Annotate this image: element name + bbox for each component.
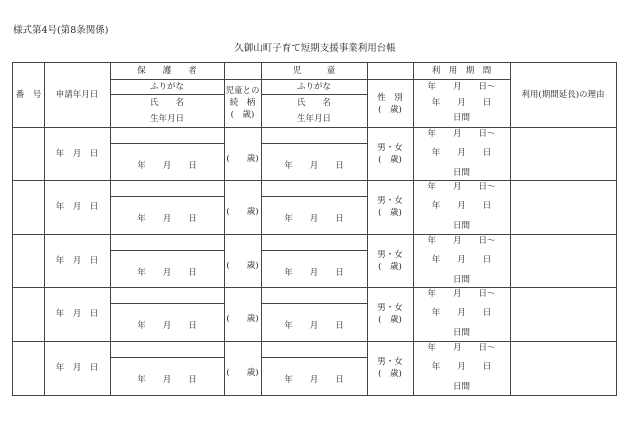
form-number: 様式第4号(第8条関係) [13, 25, 109, 36]
cell-divider [110, 303, 224, 304]
header-child-name: 氏 名 [296, 98, 331, 108]
header-number: 番 号 [15, 90, 42, 100]
row-period-to: 年 月 日 [431, 361, 492, 372]
row-child-birth: 年 月 日 [284, 321, 344, 332]
cell-divider [261, 250, 367, 251]
row-period-days: 日間 [452, 168, 470, 178]
row-period-from: 年 月 日〜 [427, 129, 496, 139]
row-guardian-birth: 年 月 日 [137, 374, 197, 385]
cell-divider [261, 143, 367, 144]
header-guardian-furigana: ふりがな [149, 82, 184, 92]
row-gender-age: ( 歳) [378, 208, 402, 219]
row-guardian-birth: 年 月 日 [137, 161, 197, 171]
header-period-days: 日間 [452, 113, 470, 123]
row-period-to: 年 月 日 [431, 308, 492, 319]
header-bottom [13, 127, 616, 128]
row-child-birth: 年 月 日 [284, 267, 344, 278]
row-child-birth: 年 月 日 [284, 161, 344, 171]
row-period-days: 日間 [452, 381, 470, 392]
row-divider [13, 180, 616, 181]
row-relationship-age: ( 歳) [226, 260, 259, 271]
row-period-from: 年 月 日〜 [427, 182, 496, 193]
row-gender: 男・女 [377, 196, 403, 207]
col-divider [261, 63, 262, 395]
col-divider [510, 63, 511, 395]
row-gender-age: ( 歳) [378, 261, 402, 272]
row-application-date: 年 月 日 [55, 149, 99, 159]
row-relationship-age: ( 歳) [226, 367, 259, 378]
cell-divider [261, 303, 367, 304]
row-guardian-birth: 年 月 日 [137, 321, 197, 332]
header-period-from: 年 月 日〜 [427, 82, 496, 92]
header-period: 利 用 期 間 [431, 66, 492, 76]
row-gender-age: ( 歳) [378, 368, 402, 379]
header-gender: 性 別 [377, 93, 403, 103]
header-divider [261, 94, 367, 95]
row-divider [13, 234, 616, 235]
row-application-date: 年 月 日 [55, 255, 99, 266]
cell-divider [261, 196, 367, 197]
row-period-from: 年 月 日〜 [427, 289, 496, 300]
row-guardian-birth: 年 月 日 [137, 214, 197, 225]
header-relationship: 児童との [225, 86, 260, 96]
row-gender: 男・女 [377, 143, 403, 153]
header-divider [110, 79, 510, 80]
row-relationship-age: ( 歳) [226, 314, 259, 325]
row-period-from: 年 月 日〜 [427, 235, 496, 246]
header-child: 児 童 [292, 66, 336, 76]
row-gender-age: ( 歳) [378, 155, 402, 165]
header-reason: 利用(期間延長)の理由 [521, 90, 605, 100]
row-application-date: 年 月 日 [55, 309, 99, 320]
row-period-days: 日間 [452, 328, 470, 339]
header-relationship-age: ( 歳) [230, 110, 255, 120]
row-period-days: 日間 [452, 221, 470, 232]
header-child-furigana: ふりがな [296, 82, 331, 92]
header-application-date: 申請年月日 [55, 90, 99, 100]
page-title: 久御山町子育て短期支援事業利用台帳 [234, 43, 396, 54]
ledger-table [12, 62, 617, 396]
row-divider [13, 341, 616, 342]
cell-divider [110, 357, 224, 358]
row-period-to: 年 月 日 [431, 254, 492, 265]
row-guardian-birth: 年 月 日 [137, 267, 197, 278]
header-gender-age: ( 歳) [378, 105, 402, 115]
cell-divider [110, 196, 224, 197]
header-divider [110, 94, 224, 95]
row-application-date: 年 月 日 [55, 202, 99, 213]
row-divider [13, 287, 616, 288]
row-period-from: 年 月 日〜 [427, 342, 496, 353]
col-divider [110, 63, 111, 395]
cell-divider [261, 357, 367, 358]
row-period-days: 日間 [452, 274, 470, 285]
cell-divider [110, 250, 224, 251]
row-gender: 男・女 [377, 303, 403, 314]
row-application-date: 年 月 日 [55, 362, 99, 373]
header-guardian-name: 氏 名 [149, 98, 184, 108]
row-gender: 男・女 [377, 249, 403, 260]
header-relationship: 続 柄 [229, 98, 256, 108]
row-relationship-age: ( 歳) [226, 154, 259, 164]
row-child-birth: 年 月 日 [284, 214, 344, 225]
row-period-to: 年 月 日 [431, 148, 492, 158]
col-divider [44, 63, 45, 395]
header-child-birth: 生年月日 [296, 114, 331, 124]
row-gender-age: ( 歳) [378, 315, 402, 326]
row-relationship-age: ( 歳) [226, 207, 259, 218]
cell-divider [110, 143, 224, 144]
header-guardian: 保 護 者 [137, 66, 197, 76]
header-period-to: 年 月 日 [431, 98, 492, 108]
row-gender: 男・女 [377, 356, 403, 367]
row-period-to: 年 月 日 [431, 201, 492, 212]
row-child-birth: 年 月 日 [284, 374, 344, 385]
header-guardian-birth: 生年月日 [149, 114, 184, 124]
